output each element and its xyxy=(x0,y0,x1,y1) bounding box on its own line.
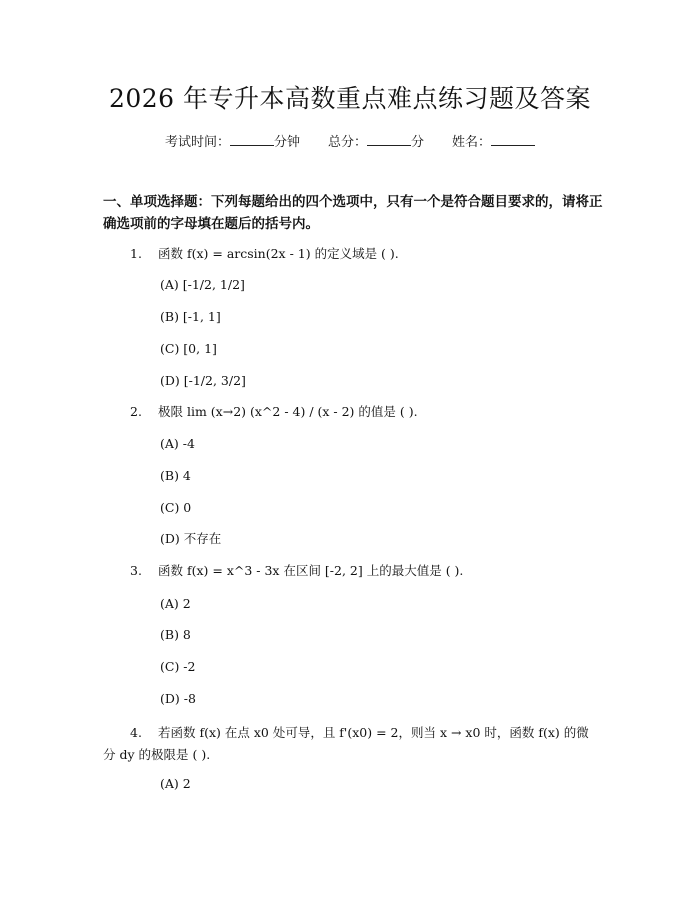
option-a: (A) 2 xyxy=(160,596,191,611)
question-2 xyxy=(130,402,418,422)
question-4 xyxy=(103,722,600,766)
document-title: 2026 年专升本高数重点难点练习题及答案 xyxy=(108,84,592,113)
option-c: (C) -2 xyxy=(160,659,196,674)
option-a: (A) 2 xyxy=(160,776,191,791)
time-blank xyxy=(230,133,274,146)
option-a: (A) -4 xyxy=(160,436,195,451)
time-unit: 分钟 xyxy=(273,135,300,150)
option-b: (B) [-1, 1] xyxy=(160,309,221,324)
option-b: (B) 8 xyxy=(160,627,191,642)
name-blank xyxy=(491,133,535,146)
exam-info-line xyxy=(0,133,700,152)
option-d: (D) 不存在 xyxy=(160,531,222,546)
question-number: 1. xyxy=(130,246,142,261)
question-text: 函数 f(x) = arcsin(2x - 1) 的定义域是 ( ). xyxy=(158,246,399,261)
name-label: 姓名： xyxy=(452,135,492,150)
question-3 xyxy=(130,561,463,581)
question-1 xyxy=(130,244,399,264)
question-number: 4. xyxy=(130,725,142,740)
section-heading: 一、单项选择题：下列每题给出的四个选项中，只有一个是符合题目要求的，请将正确选项前的字母填在题后的括号内。 xyxy=(103,194,603,232)
option-d: (D) -8 xyxy=(160,691,196,706)
option-d: (D) [-1/2, 3/2] xyxy=(160,373,246,388)
question-number: 3. xyxy=(130,563,142,578)
option-c: (C) [0, 1] xyxy=(160,341,217,356)
option-c: (C) 0 xyxy=(160,500,192,515)
question-text: 若函数 f(x) 在点 x0 处可导，且 f'(x0) = 2，则当 x → x0 时，函数 f(x) 的微分 dy 的极限是 ( ). xyxy=(103,725,589,762)
score-label: 总分： xyxy=(327,135,367,150)
score-blank xyxy=(367,133,411,146)
time-label: 考试时间： xyxy=(164,135,230,150)
question-text: 极限 lim (x→2) (x^2 - 4) / (x - 2) 的值是 ( ). xyxy=(158,404,418,419)
question-number: 2. xyxy=(130,404,142,419)
option-a: (A) [-1/2, 1/2] xyxy=(160,277,245,292)
score-unit: 分 xyxy=(411,135,425,150)
question-text: 函数 f(x) = x^3 - 3x 在区间 [-2, 2] 上的最大值是 ( ). xyxy=(158,563,464,578)
option-b: (B) 4 xyxy=(160,468,191,483)
